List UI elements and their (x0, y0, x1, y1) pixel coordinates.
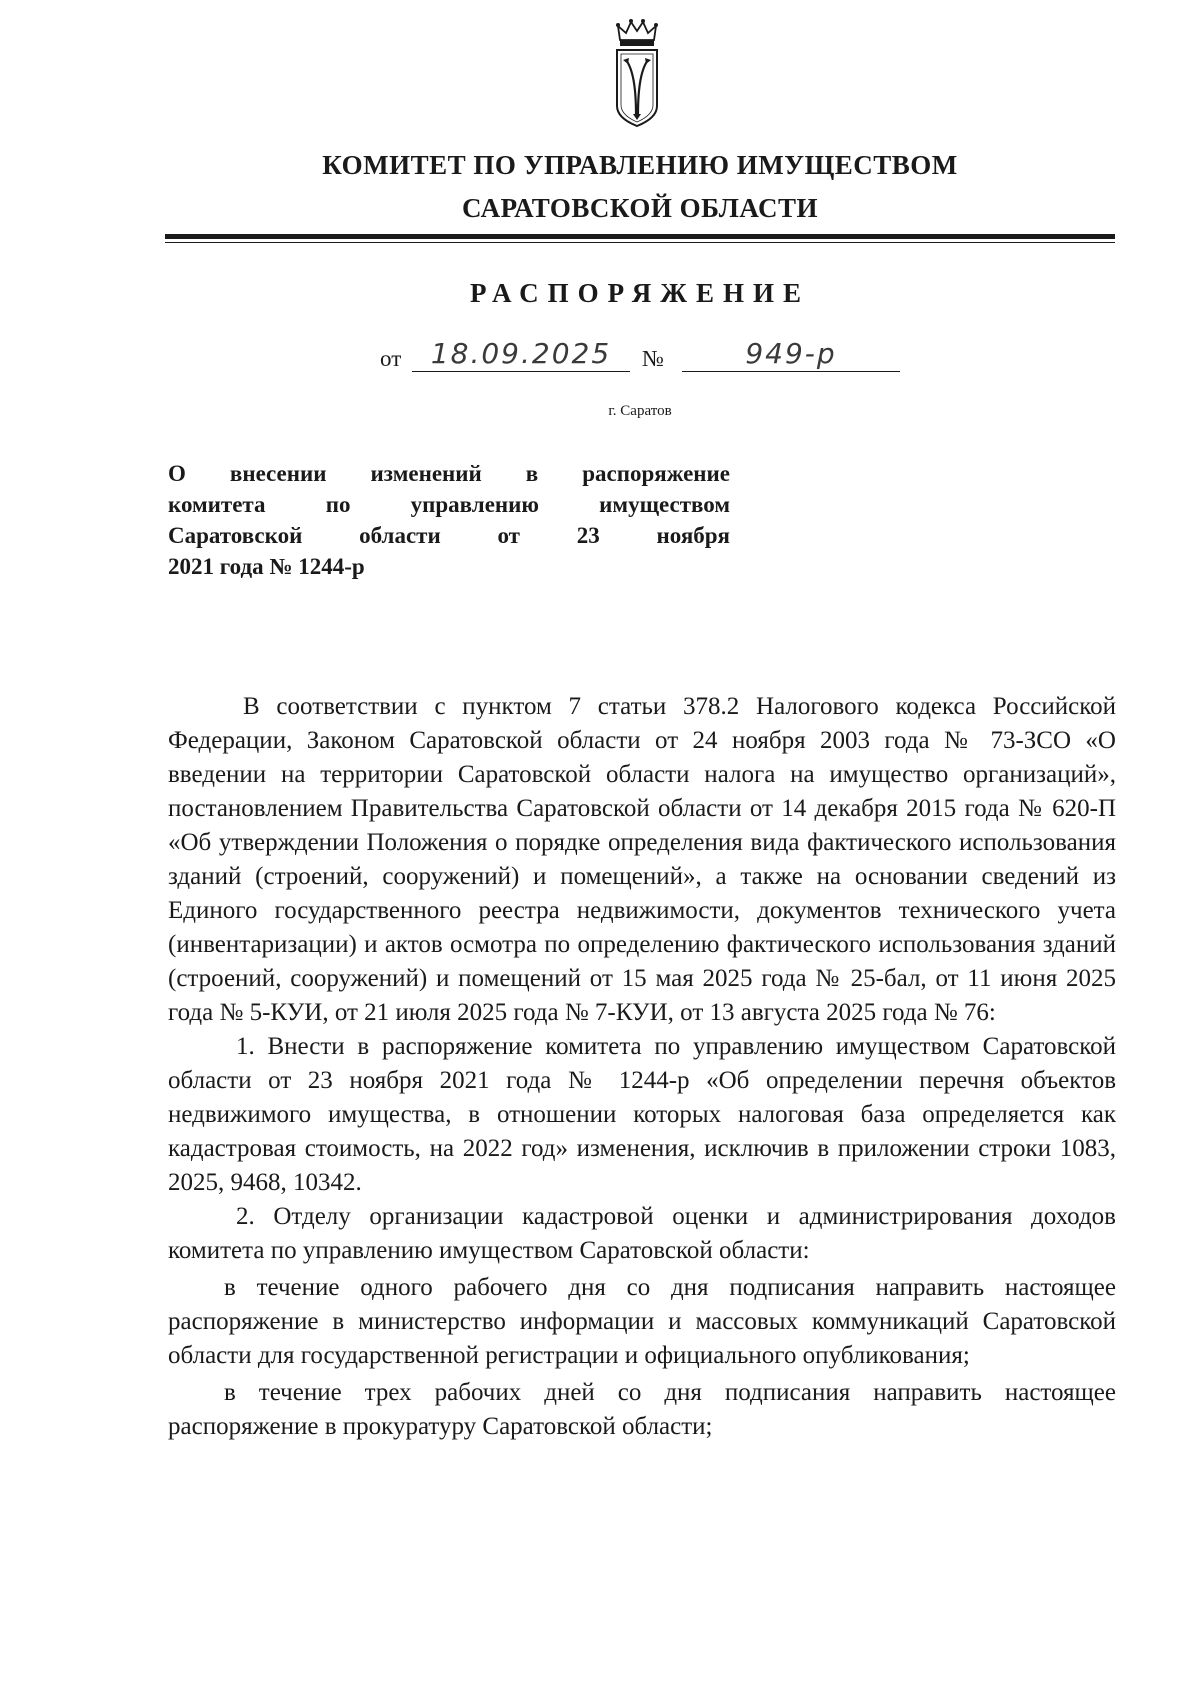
preamble-paragraph: В соответствии с пунктом 7 статьи 378.2 Налогового кодекса Российской Федерации, Законом Саратовской области от 24 ноября 2003 года № 73-ЗСО «О введении на территории Саратовской области налога на имущество организаций», постановлением Правительства Саратовской области от 14 декабря 2015 года № 620-П «Об утверждении Положения о порядке определения вида фактического использования зданий (строений, сооружений) и помещений», а также на основании сведений из Единого государственного реестра недвижимости, документов технического учета (инвентаризации) и актов осмотра по определению фактического использования зданий (строений, сооружений) и помещений от 15 мая 2025 года № 25-бал, от 11 июня 2025 года № 5-КУИ, от 21 июля 2025 года № 7-КУИ, от 13 августа 2025 года № 76: (168, 693, 1116, 1026)
item-2-subparagraph: в течение одного рабочего дня со дня подписания направить настоящее распоряжение в министерство информации и массовых коммуникаций Саратовской области для государственной регистрации и официального опубликования; (168, 1274, 1116, 1369)
organization-name-line2: САРАТОВСКОЙ ОБЛАСТИ (461, 193, 819, 223)
city-name: г. Саратов (608, 403, 672, 419)
coat-of-arms-emblem (612, 18, 662, 130)
item-2-paragraph: 2. Отделу организации кадастровой оценки и администрирования доходов комитета по управлению имуществом Саратовской области: (168, 1203, 1116, 1264)
subject-line: Саратовской области от 23 ноября (168, 523, 730, 548)
document-subject (168, 458, 730, 582)
organization-name-line1: КОМИТЕТ ПО УПРАВЛЕНИЮ ИМУЩЕСТВОМ (322, 150, 958, 180)
date-handwritten-field: 18.09.2025 (412, 337, 630, 372)
document-body (168, 690, 1116, 1444)
item-2-subparagraph: в течение трех рабочих дней со дня подписания направить настоящее распоряжение в прокуратуру Саратовской области; (168, 1379, 1116, 1440)
number-sign: № (642, 346, 664, 371)
header-divider-thin (165, 242, 1115, 243)
subject-line: О внесении изменений в распоряжение (168, 461, 730, 486)
subject-line: 2021 года № 1244-р (168, 554, 365, 579)
item-1-paragraph: 1. Внести в распоряжение комитета по управлению имуществом Саратовской области от 23 ноября 2021 года № 1244-р «Об определении перечня объектов недвижимого имущества, в отношении которых налоговая база определяется как кадастровая стоимость, на 2022 год» изменения, исключив в приложении строки 1083, 2025, 9468, 10342. (168, 1033, 1116, 1196)
date-prefix: от (380, 346, 402, 371)
number-handwritten-field: 949-р (682, 337, 900, 372)
document-type-title: РАСПОРЯЖЕНИЕ (469, 278, 811, 308)
header-divider-thick (165, 234, 1115, 239)
date-number-line (380, 336, 900, 376)
subject-line: комитета по управлению имуществом (168, 492, 730, 517)
